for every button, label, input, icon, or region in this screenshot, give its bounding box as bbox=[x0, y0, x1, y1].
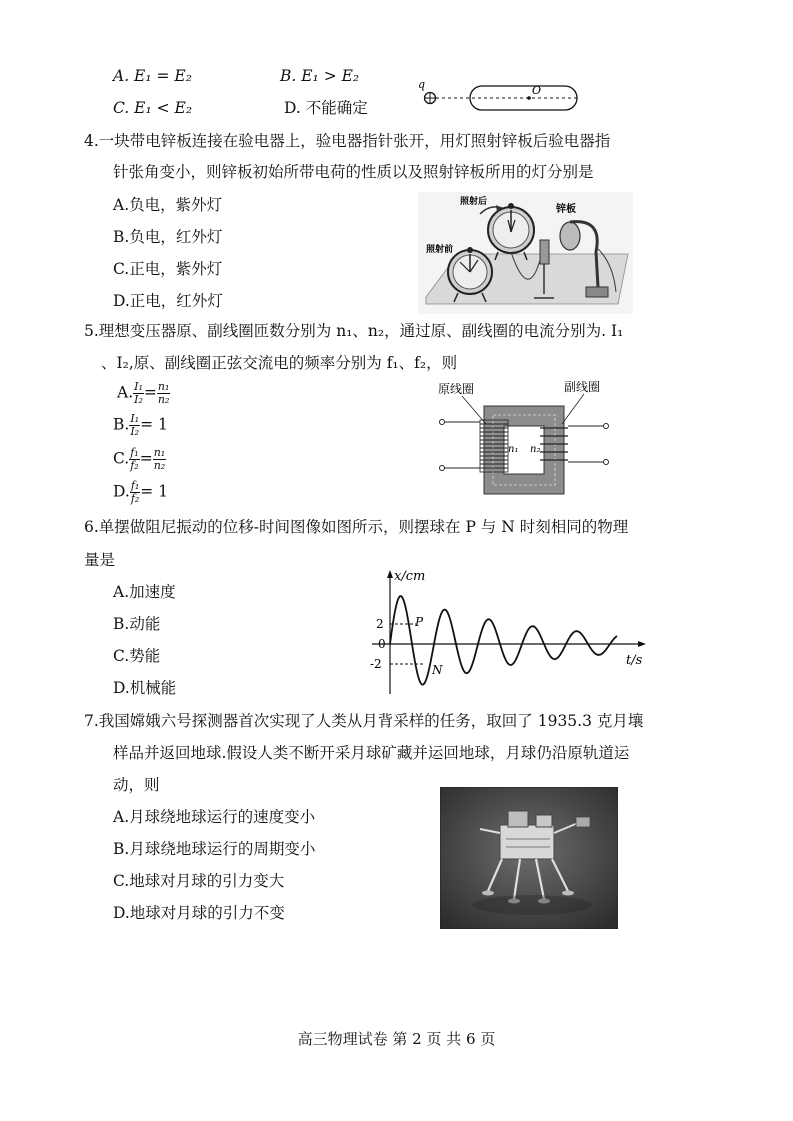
q7-stem-line1: 7.我国嫦娥六号探测器首次实现了人类从月背采样的任务，取回了 1935.3 克月壤 bbox=[84, 712, 644, 730]
tick-label-2: 2 bbox=[376, 617, 384, 631]
q4-option-d: D.正电，红外灯 bbox=[113, 292, 223, 310]
q7-option-a: A.月球绕地球运行的速度变小 bbox=[113, 808, 316, 826]
q3-charge-capsule-figure bbox=[410, 74, 585, 114]
q4-option-c: C.正电，紫外灯 bbox=[113, 260, 223, 278]
q6-option-a: A.加速度 bbox=[113, 583, 176, 601]
q5-stem-line2: 、I₂,原、副线圈正弦交流电的频率分别为 f₁、f₂，则 bbox=[101, 354, 458, 372]
label-n1: n₁ bbox=[508, 444, 519, 455]
q3-option-a: A. E₁ = E₂ bbox=[113, 67, 192, 85]
q6-option-d: D.机械能 bbox=[113, 679, 177, 697]
label-n2: n₂ bbox=[530, 444, 541, 455]
tick-label-0: 0 bbox=[378, 637, 386, 651]
q7-stem-line2: 样品并返回地球.假设人类不断开采月球矿藏并运回地球，月球仍沿原轨道运 bbox=[113, 744, 630, 762]
q6-option-b: B.动能 bbox=[113, 615, 161, 633]
q5-transformer-figure bbox=[436, 380, 612, 498]
point-n-label: N bbox=[432, 663, 443, 677]
q4-option-a: A.负电，紫外灯 bbox=[113, 196, 223, 214]
q3-option-d: D. 不能确定 bbox=[284, 99, 368, 117]
q7-option-b: B.月球绕地球运行的周期变小 bbox=[113, 840, 316, 858]
label-secondary-coil: 副线圈 bbox=[564, 380, 601, 394]
q7-option-d: D.地球对月球的引力不变 bbox=[113, 904, 285, 922]
charge-label: q bbox=[418, 78, 426, 91]
q4-stem-line1: 4.一块带电锌板连接在验电器上，验电器指针张开，用灯照射锌板后验电器指 bbox=[84, 132, 611, 150]
tick-label-minus2: -2 bbox=[370, 657, 382, 671]
q4-electroscope-figure bbox=[418, 192, 633, 314]
label-before: 照射前 bbox=[426, 245, 454, 255]
q5-option-b: B. $\frac{\text{I₁}}{\text{I₂}}$ = 1 bbox=[113, 412, 168, 438]
q6-option-c: C.势能 bbox=[113, 647, 161, 665]
q6-damped-oscillation-graph bbox=[362, 566, 652, 696]
q4-stem-line2: 针张角变小，则锌板初始所带电荷的性质以及照射锌板所用的灯分别是 bbox=[113, 163, 594, 181]
q3-option-c: C. E₁ < E₂ bbox=[113, 99, 193, 117]
y-axis-label: x/cm bbox=[394, 569, 426, 584]
q6-stem-line2: 量是 bbox=[84, 551, 116, 569]
q5-option-a: A. $\frac{\text{I₁}}{\text{I₂}}$ = $\frac{\text{n₁}}{\text{n₂}}$ bbox=[117, 380, 170, 406]
q5-option-c: C. $\frac{\text{f₁}}{\text{f₂}}$ = $\frac{\text{n₁}}{\text{n₂}}$ bbox=[113, 446, 166, 472]
center-label: O bbox=[532, 84, 542, 97]
q5-option-d: D. $\frac{\text{f₁}}{\text{f₂}}$ = 1 bbox=[113, 479, 169, 505]
label-primary-coil: 原线圈 bbox=[438, 382, 475, 396]
point-p-label: P bbox=[415, 615, 424, 629]
displacement-curve bbox=[390, 596, 617, 685]
q4-option-b: B.负电，红外灯 bbox=[113, 228, 223, 246]
q7-stem-line3: 动，则 bbox=[113, 776, 160, 794]
label-zinc-plate: 锌板 bbox=[556, 204, 576, 215]
page-footer: 高三物理试卷 第 2 页 共 6 页 bbox=[297, 1030, 496, 1048]
x-axis-label: t/s bbox=[626, 653, 643, 668]
q7-option-c: C.地球对月球的引力变大 bbox=[113, 872, 285, 890]
label-after: 照射后 bbox=[460, 197, 488, 207]
q3-option-b: B. E₁ > E₂ bbox=[280, 67, 360, 85]
q5-stem-line1: 5.理想变压器原、副线圈匝数分别为 n₁、n₂，通过原、副线圈的电流分别为. I₁ bbox=[84, 322, 624, 340]
q6-stem-line1: 6.单摆做阻尼振动的位移-时间图像如图所示，则摆球在 P 与 N 时刻相同的物理 bbox=[84, 518, 629, 536]
q7-lander-photo bbox=[440, 787, 618, 929]
